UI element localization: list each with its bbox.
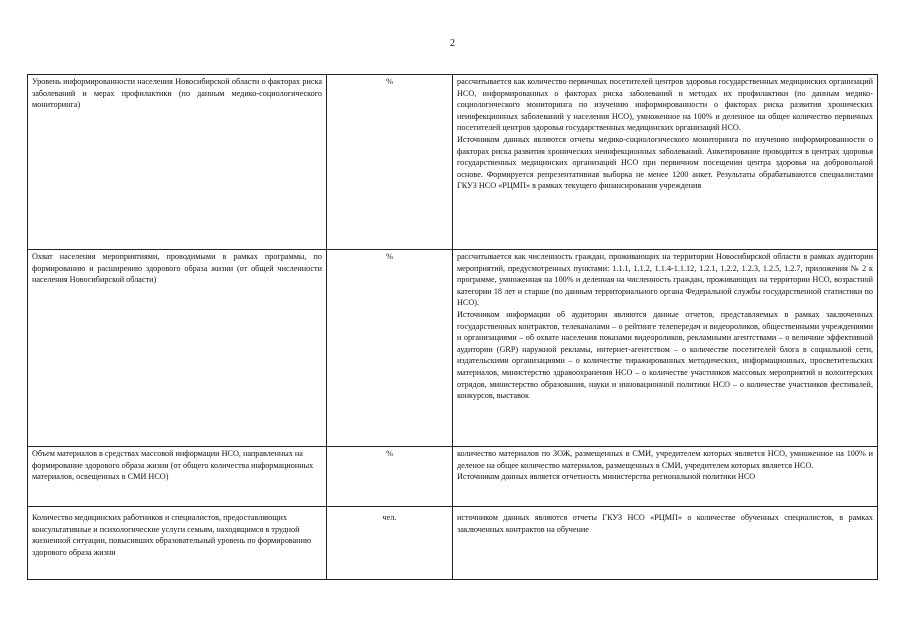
indicator-unit: % [327,447,453,507]
indicator-method [453,447,878,507]
method-paragraph: Источником данных являются отчеты медико-социологического мониторинга по изучению информированности о факторах риска развития хронических неинфекционных заболеваний. Анкетирование проводится в центрах здоровья государственных медицинских организаций НСО при первичном посещении центра здоровья на добровольной основе. Формируется репрезентативная выборка не менее 1200 анкет. Результаты обрабатываются специалистами ГКУЗ НСО «РЦМП» в рамках текущего финансирования учреждения [457,134,873,191]
method-paragraph: источником данных являются отчеты ГКУЗ НСО «РЦМП» о количестве обученных специалистов, в рамках заключенных контрактов на обучение [457,513,873,534]
table-row [28,75,878,250]
method-paragraph: Источником информации об аудитории являются данные отчетов, представляемых в рамках заключенных государственных контрактов, телеканалами – о рейтинге телепередач и видеороликов, общественными учреждениями и организациями – об охвате населения показами видеороликов, рекламными агентствами – о величине эффективной аудитории (GRP) наружной рекламы, интернет-агентством – о количестве посетителей блога в социальной сети, издательскими организациями – о количестве тиражированных методических, информационных, просветительских материалов, министерство здравоохранения НСО – о количестве участников массовых мероприятий и волонтерских отрядов, министерство образования, науки и инновационной политики НСО – о количестве участников фестивалей, конкурсов, выставок [457,309,873,401]
indicator-method [453,75,878,250]
indicator-name: Охват населения мероприятиями, проводимыми в рамках программы, по формированию и расширению здорового образа жизни (от общей численности населения Новосибирской области) [28,250,327,447]
table-row [28,507,878,580]
indicator-unit: % [327,75,453,250]
method-paragraph: количество материалов по ЗОЖ, размещенных в СМИ, учредителем которых является НСО, умноженное на 100% и деленое на общее количество материалов, размещенных в СМИ, учредителем которых является НСО. [457,449,873,470]
method-paragraph: рассчитывается как количество первичных посетителей центров здоровья государственных медицинских организаций НСО, информированных о факторах риска заболеваний и методах их профилактики (по данным медико-социологического мониторинга по изучению информированности о факторах риска развития хронических неинфекционных заболеваний у населения НСО), умноженное на 100% и деленное на общее количество первичных посетителей центров здоровья государственных медицинских организаций НСО. [457,77,873,133]
indicator-unit: чел. [327,507,453,580]
indicator-name: Уровень информированности населения Новосибирской области о факторах риска заболеваний и мерах профилактики (по данным медико-социологического мониторинга) [28,75,327,250]
method-paragraph: рассчитывается как численность граждан, проживающих на территории Новосибирской области в рамках аудитории мероприятий, предусмотренных пунктами: 1.1.1, 1.1.2, 1.1.4-1.1.12, 1.2.1, 1.2.2, 1.2.3, 1.2.5, 1.2.7, приложения № 2 к программе, умноженная на 100% и деленная на численность граждан, проживающих на территории НСО, возрастной категории 18 лет и старше (по данным территориального органа Федеральной службы государственной статистики по НСО). [457,252,873,308]
indicator-name: Объем материалов в средствах массовой информации НСО, направленных на формирование здорового образа жизни (от общего количества информационных материалов, освещенных в СМИ НСО) [28,447,327,507]
table-row [28,447,878,507]
indicator-method [453,507,878,580]
table-row [28,250,878,447]
page-number: 2 [450,38,455,49]
indicator-name: Количество медицинских работников и специалистов, предоставляющих консультативные и психологические услуги семьям, находящимся в трудной жизненной ситуации, повысивших образовательный уровень по формированию здорового образа жизни [28,507,327,580]
indicator-unit: % [327,250,453,447]
method-paragraph: Источником данных является отчетность министерства региональной политики НСО [457,472,756,482]
indicator-method [453,250,878,447]
indicators-table [27,74,878,580]
